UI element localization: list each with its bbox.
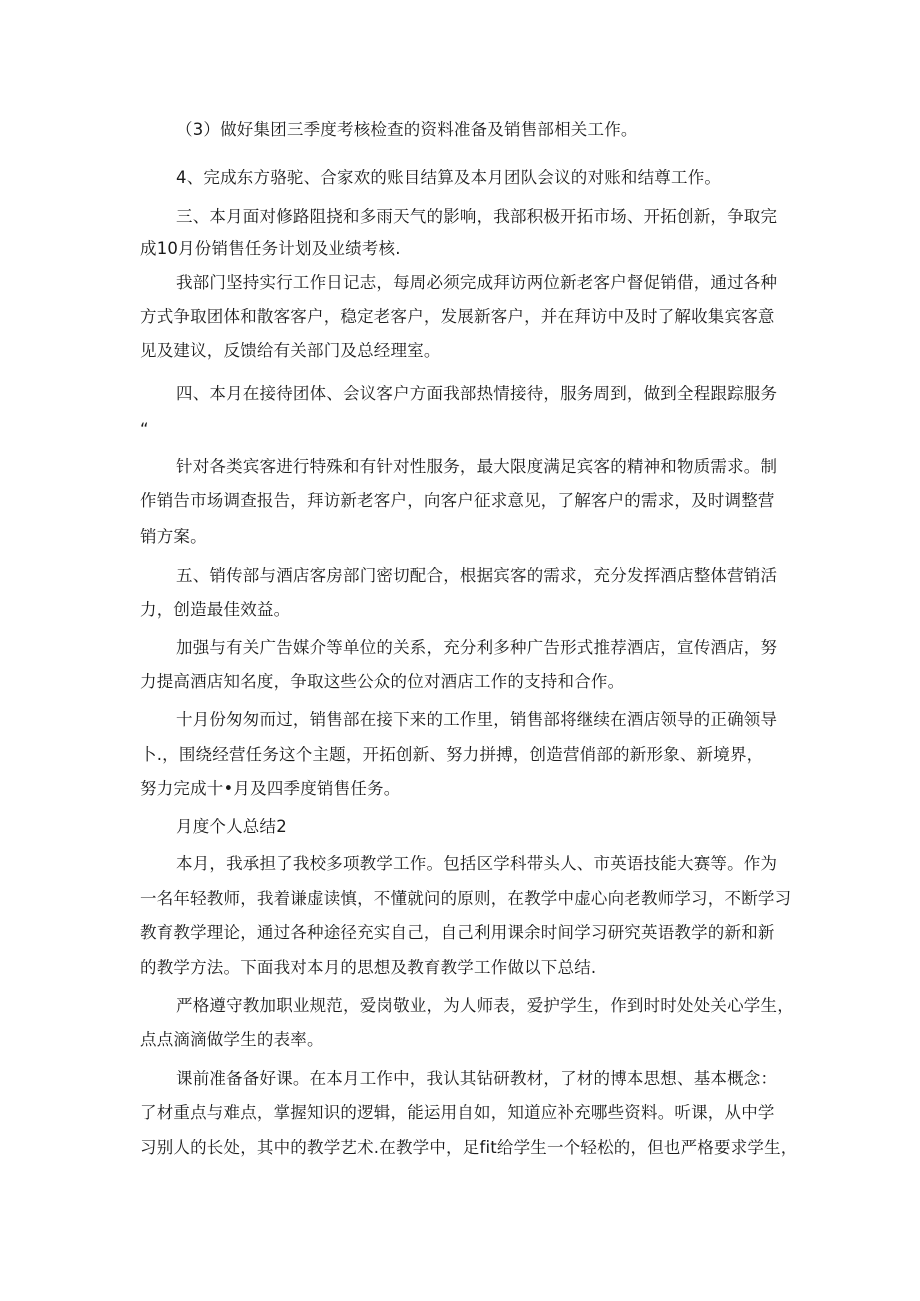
text-line: 力，创造最佳效益。 xyxy=(140,600,291,619)
text-line: 十月份匆匆而过，销售部在接下来的工作里，销售部将继续在酒店领导的正确领导 xyxy=(176,710,778,729)
text-line: 本月，我承担了我校多项教学工作。包括区学科带头人、市英语技能大赛等。作为 xyxy=(176,854,778,873)
text-line: 四、本月在接待团体、会议客户方面我部热情接待，服务周到，做到全程跟踪服务 xyxy=(176,384,778,403)
text-line: 加强与有关广告媒介等单位的关系，充分利多种广告形式推荐酒店，宣传酒店，努 xyxy=(176,638,778,657)
text-line: 的教学方法。下面我对本月的思想及教育教学工作做以下总结. xyxy=(140,958,597,977)
text-line: 习别人的长处，其中的教学艺术.在教学中，足fit给学生一个轻松的，但也严格要求学生， xyxy=(140,1138,798,1157)
text-line: 教育教学理论，通过各种途径充实自己，自己利用课余时间学习研究英语教学的新和新 xyxy=(140,923,775,942)
text-line: 五、销传部与酒店客房部门密切配合，根据宾客的需求，充分发挥酒店整体营销活 xyxy=(176,566,778,585)
section-heading: 月度个人总结2 xyxy=(176,817,287,836)
text-line: 努力完成十•月及四季度销售任务。 xyxy=(140,779,401,798)
text-line: 力提高酒店知名度，争取这些公众的位对酒店工作的支持和合作。 xyxy=(140,672,625,691)
text-line: “ xyxy=(140,420,149,439)
text-line: 销方案。 xyxy=(140,527,207,546)
text-line: 了材重点与难点，掌握知识的逻辑，能运用自如，知道应补充哪些资料。听课，从中学 xyxy=(140,1103,775,1122)
text-line: 成10月份销售任务计划及业绩考核. xyxy=(140,239,401,258)
text-line: 卜.，围绕经营任务这个主题，开拓创新、努力拼搏，创造营俏部的新形象、新境界， xyxy=(140,745,764,764)
text-line: 严格遵守教加职业规范，爱岗敬业，为人师表，爱护学生，作到时时处处关心学生， xyxy=(176,996,794,1015)
text-line: 三、本月面对修路阻挠和多雨天气的影响，我部积极开拓市场、开拓创新，争取完 xyxy=(176,207,778,226)
text-line: 方式争取团体和散客客户，稳定老客户，发展新客户，并在拜访中及时了解收集宾客意 xyxy=(140,307,775,326)
text-line: （3）做好集团三季度考核检查的资料准备及销售部相关工作。 xyxy=(176,120,638,139)
text-line: 作销告市场调查报告，拜访新老客户，向客户征求意见，了解客户的需求，及时调整营 xyxy=(140,491,775,510)
text-line: 一名年轻教师，我着谦虚读慎，不懂就问的原则，在教学中虚心向老教师学习，不断学习 xyxy=(140,889,792,908)
text-line: 4、完成东方骆驼、合家欢的账目结算及本月团队会议的对账和结尊工作。 xyxy=(176,168,722,187)
text-line: 我部门坚持实行工作日记志，每周必须完成拜访两位新老客户督促销借，通过各种 xyxy=(176,273,778,292)
text-line: 见及建议，反馈给有关部门及总经理室。 xyxy=(140,341,441,360)
text-line: 点点滴滴做学生的表率。 xyxy=(140,1030,324,1049)
text-line: 针对各类宾客进行特殊和有针对性服务，最大限度满足宾客的精神和物质需求。制 xyxy=(176,457,778,476)
text-line: 课前准备备好课。在本月工作中，我认其钻研教材，了材的博本思想、基本概念： xyxy=(176,1069,778,1088)
